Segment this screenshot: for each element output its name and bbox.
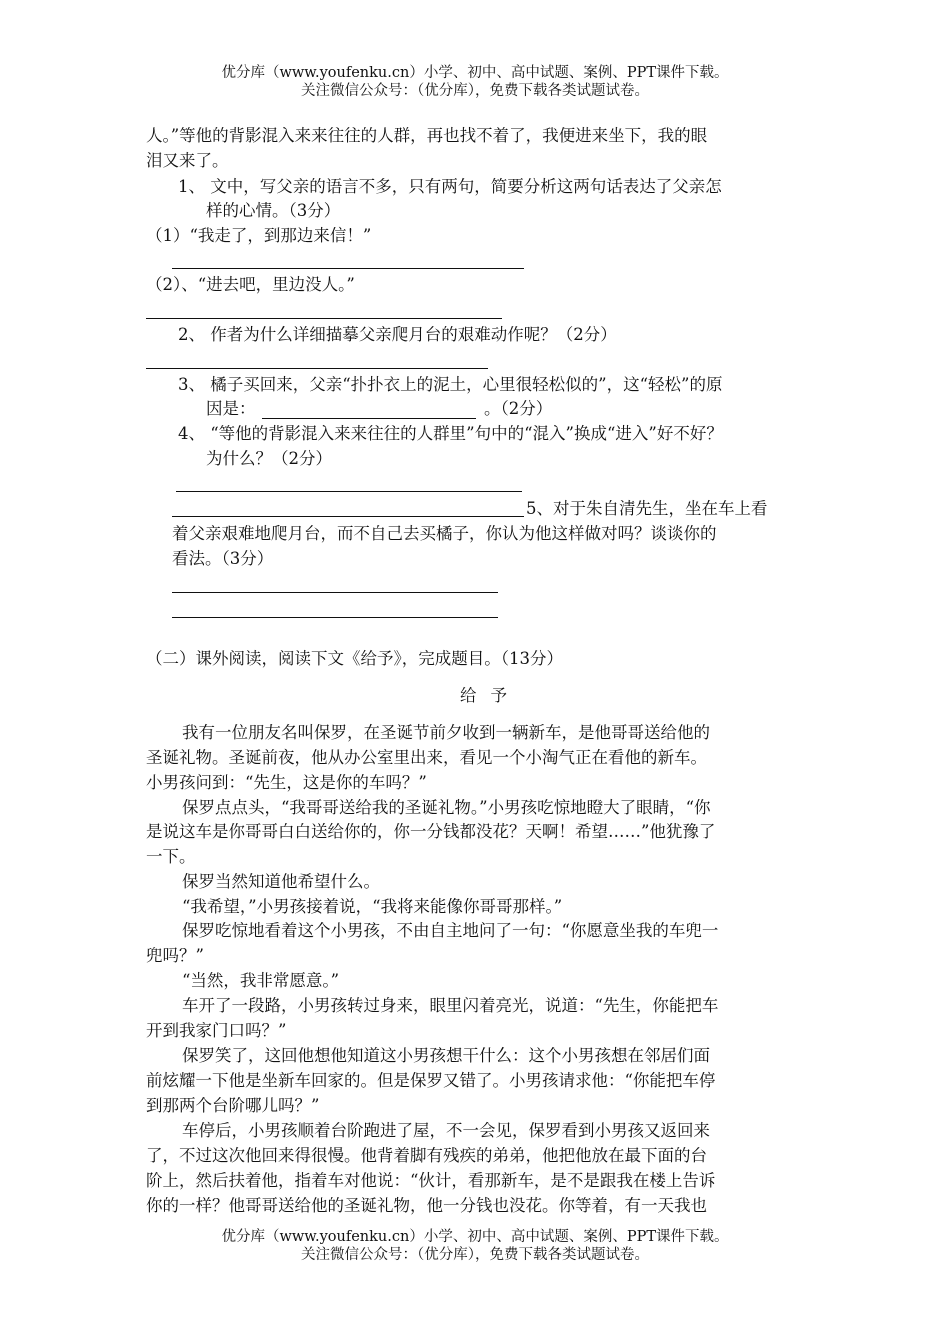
paragraph-line: 兜吗？” bbox=[146, 946, 204, 965]
question-2-line1: 2、 作者为什么详细描摹父亲爬月台的艰难动作呢？（2分） bbox=[178, 325, 617, 344]
question-5-line3: 看法。（3分） bbox=[172, 549, 274, 568]
paragraph-line: 车停后，小男孩顺着台阶跑进了屋，不一会见，保罗看到小男孩又返回来 bbox=[182, 1121, 710, 1140]
question-3-line1: 3、 橘子买回来，父亲“扑扑衣上的泥土，心里很轻松似的”，这“轻松”的原 bbox=[178, 375, 723, 394]
question-4-line1: 4、 “等他的背影混入来来往往的人群里”句中的“混入”换成“进入”好不好？ bbox=[178, 424, 723, 443]
answer-line-q4-2[interactable] bbox=[172, 516, 524, 517]
paragraph-line: “当然，我非常愿意。” bbox=[182, 971, 340, 990]
page-header-line2: 关注微信公众号：（优分库），免费下载各类试题试卷。 bbox=[301, 83, 649, 99]
paragraph-line: 到那两个台阶哪儿吗？” bbox=[146, 1096, 320, 1115]
paragraph-line: 了，不过这次他回来得很慢。他背着脚有残疾的弟弟，他把他放在最下面的台 bbox=[146, 1146, 707, 1165]
paragraph-line: 圣诞礼物。圣诞前夜，他从办公室里出来，看见一个小淘气正在看他的新车。 bbox=[146, 748, 707, 767]
paragraph-line: 保罗吃惊地看着这个小男孩，不由自主地问了一句：“你愿意坐我的车兜一 bbox=[182, 921, 719, 940]
question-5-line1: 5、对于朱自清先生，坐在车上看 bbox=[526, 499, 768, 518]
question-1-sub1: （1）“我走了，到那边来信！” bbox=[146, 226, 372, 245]
question-1-line1: 1、 文中，写父亲的语言不多，只有两句，简要分析这两句话表达了父亲怎 bbox=[178, 177, 722, 196]
paragraph-line: 保罗当然知道他希望什么。 bbox=[182, 872, 380, 891]
answer-blank-q3[interactable] bbox=[262, 418, 476, 419]
answer-line-q1-1[interactable] bbox=[172, 268, 524, 269]
question-1-sub2: （2）、“进去吧，里边没人。” bbox=[146, 275, 355, 294]
page-footer-line1: 优分库（www.youfenku.cn）小学、初中、高中试题、案例、PPT课件下载。 bbox=[221, 1229, 729, 1245]
question-3-line2-prefix: 因是： bbox=[206, 399, 256, 418]
section-2-heading: （二）课外阅读，阅读下文《给予》，完成题目。（13分） bbox=[146, 649, 563, 668]
paragraph-line: 保罗点点头，“我哥哥送给我的圣诞礼物。”小男孩吃惊地瞪大了眼睛，“你 bbox=[182, 798, 711, 817]
paragraph-line: 小男孩问到：“先生，这是你的车吗？” bbox=[146, 773, 427, 792]
paragraph-line: “我希望，”小男孩接着说，“我将来能像你哥哥那样。” bbox=[182, 897, 563, 916]
paragraph-line: 前炫耀一下他是坐新车回家的。但是保罗又错了。小男孩请求他：“你能把车停 bbox=[146, 1071, 716, 1090]
passage-end-line1: 人。”等他的背影混入来来往往的人群，再也找不着了，我便进来坐下，我的眼 bbox=[146, 126, 708, 145]
paragraph-line: 开到我家门口吗？” bbox=[146, 1021, 287, 1040]
answer-line-q1-2[interactable] bbox=[146, 318, 502, 319]
paragraph-line: 我有一位朋友名叫保罗，在圣诞节前夕收到一辆新车，是他哥哥送给他的 bbox=[182, 723, 710, 742]
page-footer-line2: 关注微信公众号：（优分库），免费下载各类试题试卷。 bbox=[301, 1247, 649, 1263]
paragraph-line: 你的一样？他哥哥送给他的圣诞礼物，他一分钱也没花。你等着，有一天我也 bbox=[146, 1196, 707, 1215]
passage-end-line2: 泪又来了。 bbox=[146, 151, 229, 170]
question-5-line2: 着父亲艰难地爬月台，而不自己去买橘子，你认为他这样做对吗？谈谈你的 bbox=[172, 524, 717, 543]
paragraph-line: 保罗笑了，这回他想他知道这小男孩想干什么：这个小男孩想在邻居们面 bbox=[182, 1046, 710, 1065]
article-title: 给予 bbox=[460, 686, 521, 705]
question-3-line2-suffix: 。（2分） bbox=[484, 399, 553, 418]
answer-line-q5-1[interactable] bbox=[172, 592, 498, 593]
paragraph-line: 阶上，然后扶着他，指着车对他说：“伙计，看那新车，是不是跟我在楼上告诉 bbox=[146, 1171, 716, 1190]
answer-line-q5-2[interactable] bbox=[172, 617, 498, 618]
paragraph-line: 车开了一段路，小男孩转过身来，眼里闪着亮光，说道：“先生，你能把车 bbox=[182, 996, 719, 1015]
page-header-line1: 优分库（www.youfenku.cn）小学、初中、高中试题、案例、PPT课件下载。 bbox=[221, 65, 729, 81]
answer-line-q2[interactable] bbox=[146, 368, 488, 369]
answer-line-q4-1[interactable] bbox=[176, 491, 522, 492]
question-4-line2: 为什么？（2分） bbox=[206, 449, 332, 468]
question-1-line2: 样的心情。（3分） bbox=[206, 201, 341, 220]
paragraph-line: 是说这车是你哥哥白白送给你的，你一分钱都没花？天啊！希望……”他犹豫了 bbox=[146, 822, 716, 841]
paragraph-line: 一下。 bbox=[146, 847, 196, 866]
